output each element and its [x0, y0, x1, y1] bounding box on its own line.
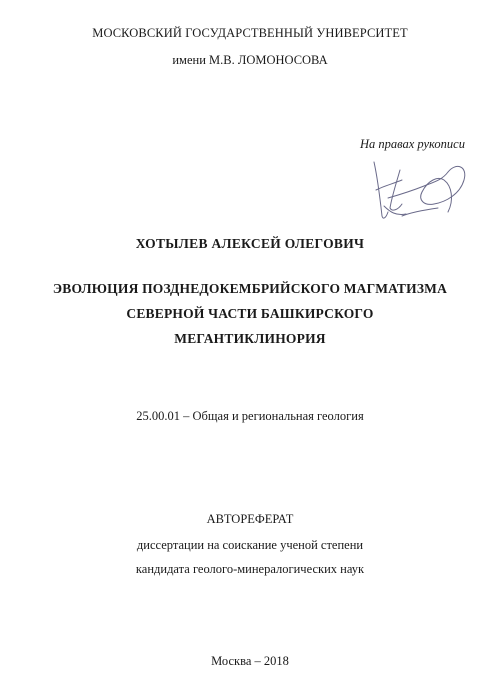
- degree-line: кандидата геолого-минералогических наук: [135, 562, 365, 576]
- specialty-code: 25.00.01 – Общая и региональная геология: [136, 409, 364, 423]
- rights-note: На правах рукописи: [360, 137, 465, 151]
- author-name: ХОТЫЛЕВ АЛЕКСЕЙ ОЛЕГОВИЧ: [135, 236, 365, 251]
- dissertation-title-line: МЕГАНТИКЛИНОРИЯ: [174, 331, 326, 346]
- place-year: Москва – 2018: [211, 654, 289, 668]
- document-type: АВТОРЕФЕРАТ: [206, 512, 294, 526]
- university-name: МОСКОВСКИЙ ГОСУДАРСТВЕННЫЙ УНИВЕРСИТЕТ: [92, 26, 408, 40]
- signature-image: [362, 150, 472, 230]
- university-honorific: имени М.В. ЛОМОНОСОВА: [172, 53, 328, 67]
- dissertation-title-line: ЭВОЛЮЦИЯ ПОЗДНЕДОКЕМБРИЙСКОГО МАГМАТИЗМА: [52, 281, 448, 296]
- degree-line: диссертации на соискание ученой степени: [136, 538, 364, 552]
- dissertation-title-line: СЕВЕРНОЙ ЧАСТИ БАШКИРСКОГО: [126, 306, 374, 321]
